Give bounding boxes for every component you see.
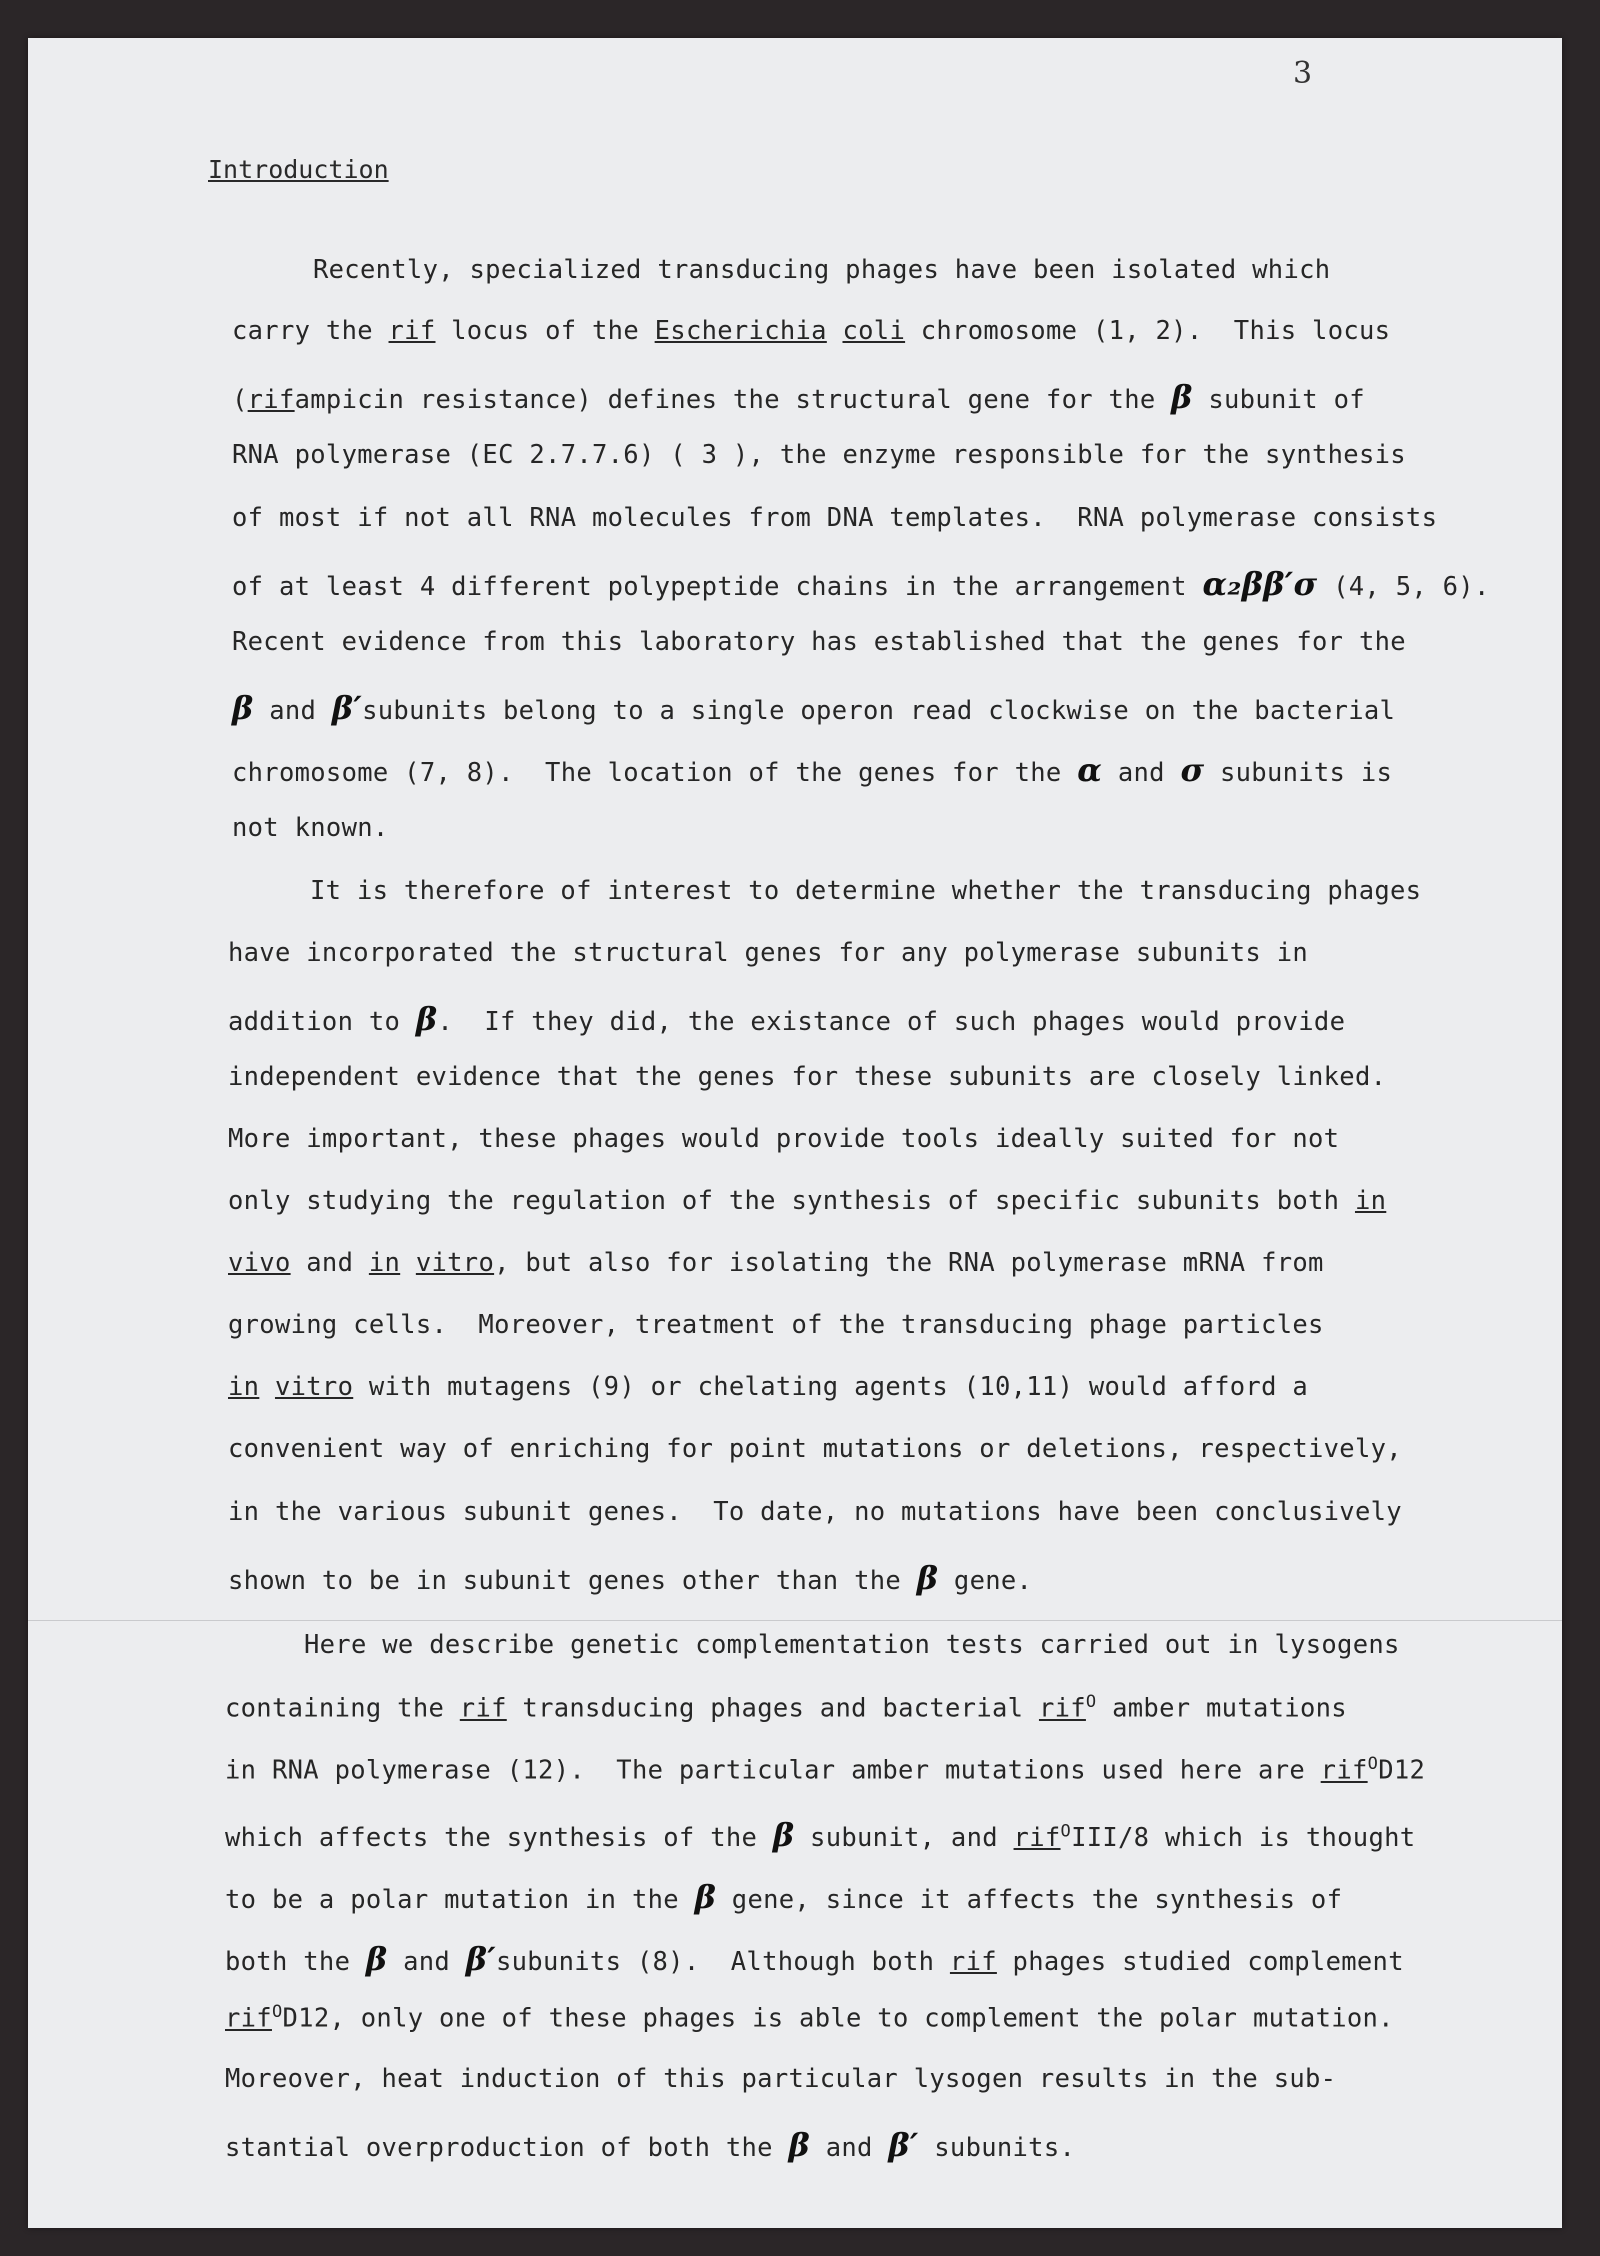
text-line: not known.: [232, 813, 389, 843]
text-line: growing cells. Moreover, treatment of the transducing phage particles: [228, 1310, 1324, 1340]
text-line: More important, these phages would provide tools ideally suited for not: [228, 1124, 1340, 1154]
beta-symbol: β: [415, 1000, 438, 1038]
beta-symbol: β: [694, 1878, 717, 1916]
text-line: chromosome (7, 8). The location of the genes for the α and σ subunits is: [232, 751, 1393, 789]
subunit-formula: α₂ββ′σ: [1202, 565, 1318, 603]
fold-line: [28, 1620, 1562, 1621]
text-line: carry the rif locus of the Escherichia coli chromosome (1, 2). This locus: [232, 316, 1391, 346]
beta-symbol: β: [1171, 378, 1193, 416]
beta-symbol: β: [916, 1559, 939, 1597]
text-line: stantial overproduction of both the β and β′ subunits.: [225, 2126, 1076, 2164]
text-line: of most if not all RNA molecules from DNA templates. RNA polymerase consists: [232, 503, 1438, 533]
text-line: in vitro with mutagens (9) or chelating agents (10,11) would afford a: [228, 1372, 1309, 1402]
sigma-symbol: σ: [1180, 751, 1205, 789]
section-heading: Introduction: [208, 155, 389, 184]
text-line: shown to be in subunit genes other than the β gene.: [228, 1559, 1033, 1597]
text-line: rif$^O$D12, only one of these phages is able to complement the polar mutation.: [225, 2002, 1394, 2034]
text-line: vivo and in vitro, but also for isolating the RNA polymerase mRNA from: [228, 1248, 1324, 1278]
text-line: to be a polar mutation in the β gene, since it affects the synthesis of: [225, 1878, 1343, 1916]
alpha-symbol: α: [1077, 751, 1103, 789]
text-line: only studying the regulation of the synthesis of specific subunits both in: [228, 1186, 1387, 1216]
text-line: Recent evidence from this laboratory has established that the genes for the: [232, 627, 1406, 657]
beta-symbol: β: [232, 689, 254, 727]
beta-symbol: β: [772, 1816, 795, 1854]
text-line: containing the rif transducing phages and bacterial rif$^O$ amber mutations: [225, 1692, 1347, 1724]
beta-symbol: β: [788, 2126, 811, 2164]
beta-prime-symbol: β′: [465, 1940, 496, 1978]
text-line: Recently, specialized transducing phages have been isolated which: [313, 255, 1331, 285]
text-line: (rifampicin resistance) defines the structural gene for the β subunit of: [232, 378, 1365, 416]
text-line: of at least 4 different polypeptide chains in the arrangement α₂ββ′σ (4, 5, 6).: [232, 565, 1490, 603]
text-line: addition to β. If they did, the existance of such phages would provide: [228, 1000, 1346, 1038]
page-number: 3: [1293, 56, 1313, 91]
text-line: which affects the synthesis of the β subunit, and rif$^O$III/8 which is thought: [225, 1816, 1416, 1854]
beta-symbol: β: [365, 1940, 388, 1978]
text-line: It is therefore of interest to determine whether the transducing phages: [310, 876, 1422, 906]
text-line: in the various subunit genes. To date, no mutations have been conclusively: [228, 1497, 1402, 1527]
text-line: independent evidence that the genes for these subunits are closely linked.: [228, 1062, 1387, 1092]
text-line: in RNA polymerase (12). The particular amber mutations used here are rif$^O$D12: [225, 1754, 1426, 1786]
text-line: RNA polymerase (EC 2.7.7.6) ( 3 ), the enzyme responsible for the synthesis: [232, 440, 1406, 470]
text-line: Moreover, heat induction of this particular lysogen results in the sub-: [225, 2064, 1337, 2094]
text-line: Here we describe genetic complementation tests carried out in lysogens: [304, 1630, 1400, 1660]
text-line: have incorporated the structural genes for any polymerase subunits in: [228, 938, 1309, 968]
text-line: β and β′subunits belong to a single operon read clockwise on the bacterial: [232, 689, 1396, 727]
beta-prime-symbol: β′: [331, 689, 363, 727]
text-line: convenient way of enriching for point mutations or deletions, respectively,: [228, 1434, 1402, 1464]
beta-prime-symbol: β′: [888, 2126, 919, 2164]
text-line: both the β and β′subunits (8). Although both rif phages studied complement: [225, 1940, 1404, 1978]
